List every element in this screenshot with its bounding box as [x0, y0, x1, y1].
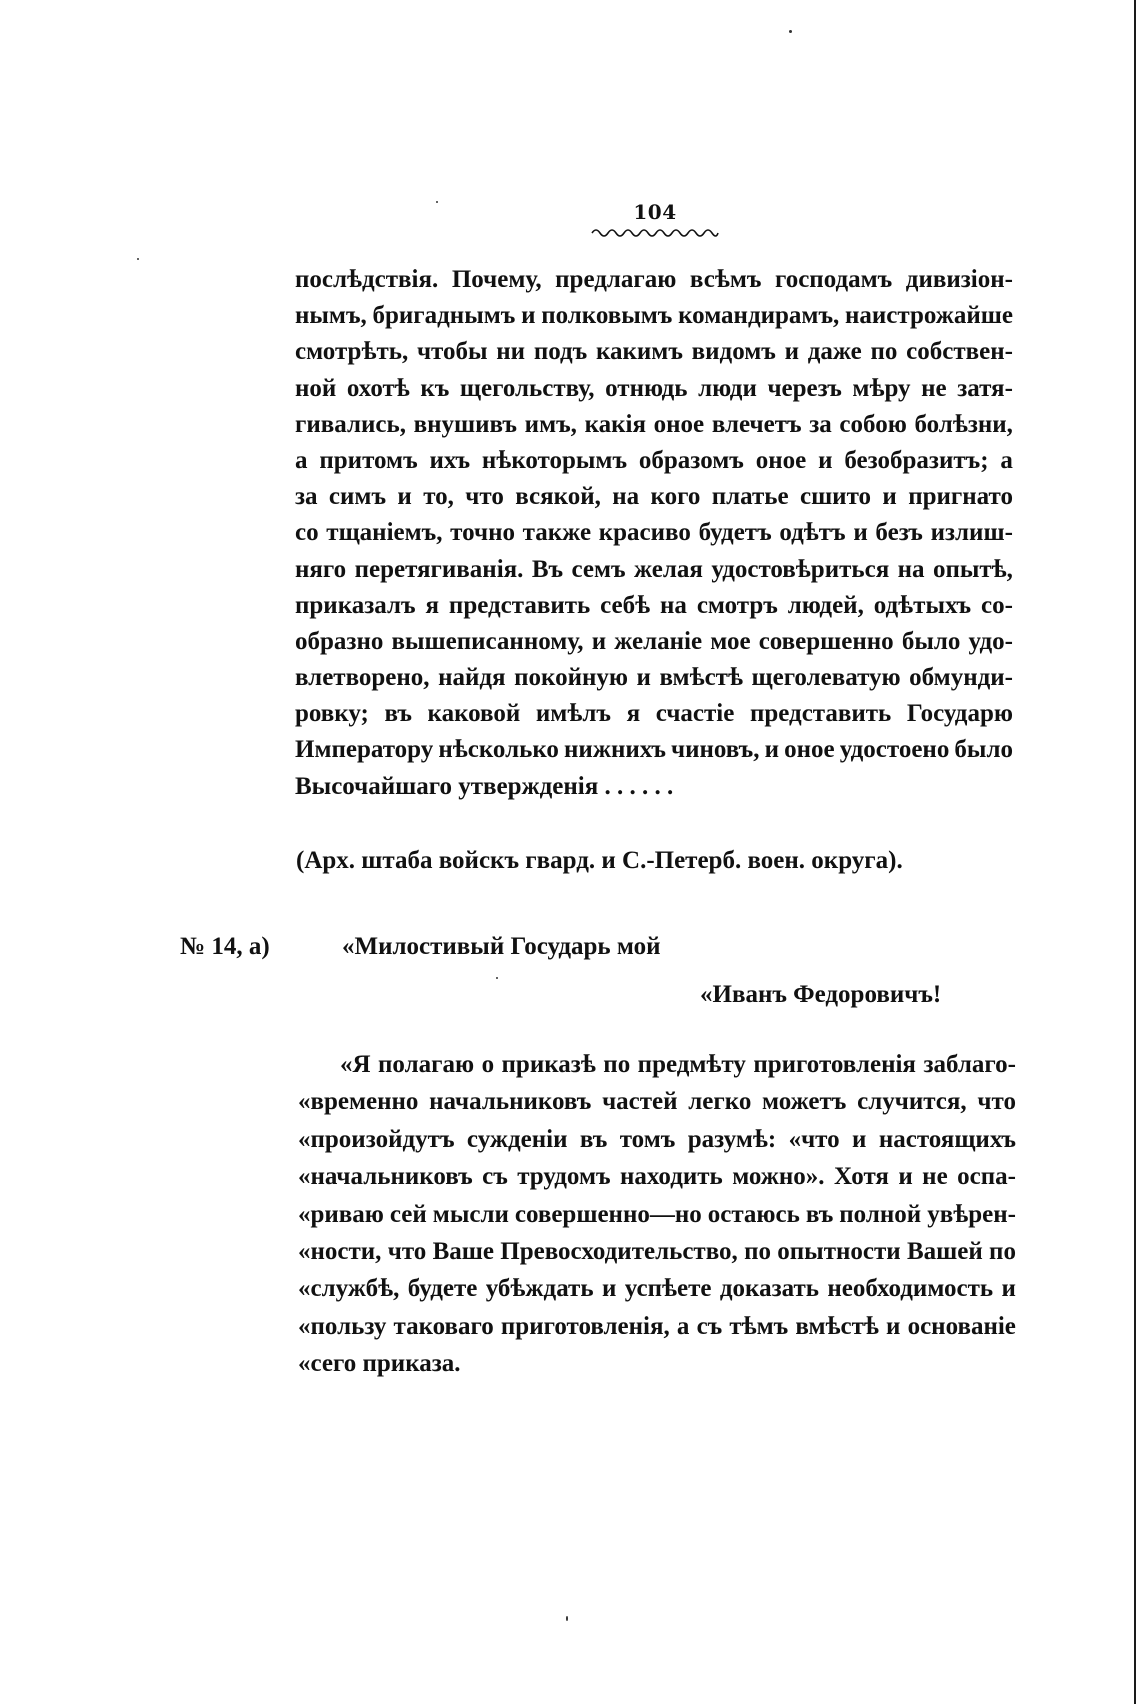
word: оспа- [957, 1163, 1016, 1191]
scan-speck [137, 258, 139, 260]
word: бригаднымъ [372, 302, 516, 330]
word: одѣтыхъ [873, 591, 972, 619]
word: дивизіон- [905, 266, 1013, 293]
text-line [295, 515, 1013, 551]
word: болѣзни, [914, 410, 1013, 438]
word: и [818, 446, 833, 474]
text-line [295, 371, 1013, 407]
word: ни [496, 338, 526, 366]
word: командирамъ, [678, 302, 840, 330]
word: въ [579, 1125, 608, 1153]
word: было [954, 736, 1013, 764]
word: «Я [340, 1051, 371, 1078]
word: о [481, 1051, 495, 1078]
word: наистрожайше [844, 302, 1013, 330]
word: настоящихъ [878, 1125, 1016, 1153]
word: представить [749, 700, 892, 728]
word: затя- [957, 374, 1013, 402]
scan-speck [789, 30, 792, 33]
word: предмѣту [637, 1051, 746, 1078]
text-line [295, 769, 1013, 805]
word: опытности [777, 1237, 901, 1265]
word: одѣтъ [779, 519, 846, 547]
word: и [784, 338, 799, 366]
word: ихъ [429, 446, 471, 474]
word: господамъ [774, 266, 893, 293]
word: оное [784, 736, 835, 764]
text-line [298, 1158, 1016, 1195]
word: на [612, 483, 640, 511]
word: счастіе [655, 700, 735, 728]
word: то, [423, 483, 454, 511]
word: чиновъ, [671, 736, 760, 764]
wavy-ornament [590, 224, 720, 238]
word: щеголеватую [751, 664, 901, 692]
word: томъ [619, 1125, 676, 1153]
word: «ности, [298, 1237, 382, 1265]
word: доказать [719, 1275, 819, 1303]
word: образно [295, 627, 384, 655]
word: Высочайшаго утвержденія . . . . . . [295, 772, 674, 800]
word: кого [650, 483, 701, 511]
word: Государю [906, 700, 1013, 728]
word: не [922, 1163, 948, 1191]
text-line [298, 1345, 1016, 1382]
word: оное [755, 446, 807, 474]
word: съ [696, 1312, 723, 1340]
word: людей, [787, 591, 864, 619]
word: перетягиванія. [354, 555, 524, 583]
word: основаніе [907, 1312, 1016, 1340]
word: чтобы [416, 338, 488, 366]
text-line [295, 660, 1013, 696]
scan-speck [436, 201, 438, 203]
word: также [522, 519, 592, 547]
word: успѣете [624, 1275, 712, 1303]
word: убѣждать [485, 1275, 594, 1303]
word: симъ [328, 483, 387, 511]
word: влетворено, [295, 664, 430, 692]
word: найдя [438, 664, 506, 692]
body-paragraph [295, 262, 1013, 805]
word: за [295, 483, 318, 511]
word: и [591, 627, 607, 655]
word: совершенно—но [514, 1200, 702, 1228]
word: къ [420, 374, 450, 402]
word: «начальниковъ [298, 1163, 473, 1191]
text-line [298, 1308, 1016, 1345]
word: и [882, 483, 897, 511]
word: сужденіи [466, 1125, 568, 1153]
word: на [660, 591, 687, 619]
text-line [295, 298, 1013, 334]
word: со- [980, 591, 1013, 619]
word: Почему, [451, 266, 542, 293]
word: что [465, 483, 504, 511]
word: вышеписанному, [391, 627, 584, 655]
word: люди [698, 374, 757, 402]
word: и [521, 302, 536, 330]
word: всякой, [515, 483, 601, 511]
word: вмѣстѣ [795, 1312, 879, 1340]
word: нижнихъ [564, 736, 666, 764]
word: по [603, 1051, 631, 1078]
word: удостовѣриться [711, 555, 890, 583]
word: щегольству, [459, 374, 595, 402]
word: нѣсколько [438, 736, 559, 764]
word: красиво [598, 519, 691, 547]
word: «произойдутъ [298, 1125, 455, 1153]
word: сей [389, 1200, 427, 1228]
word: было [901, 627, 961, 655]
word: образомъ [638, 446, 744, 474]
word: обмунди- [909, 664, 1013, 692]
letter-paragraph [298, 1046, 1016, 1383]
word: влечетъ [711, 410, 802, 438]
word: приказалъ [295, 591, 416, 619]
word: тѣмъ [729, 1312, 789, 1340]
word: а [295, 446, 308, 474]
word: предлагаю [555, 266, 677, 293]
word: можетъ [762, 1088, 847, 1116]
word: Императору [295, 736, 434, 764]
word: Превосходительство, [500, 1237, 738, 1265]
word: оное [653, 410, 705, 438]
word: «сего приказа. [298, 1350, 461, 1378]
word: Въ [531, 555, 564, 583]
word: приказѣ [501, 1051, 596, 1078]
word: точно [450, 519, 515, 547]
word: Ваше [432, 1237, 494, 1265]
word: и [898, 1163, 913, 1191]
word: и [601, 1275, 617, 1303]
word: смотрѣть, [295, 338, 409, 366]
text-line [298, 1121, 1016, 1158]
word: удостоено [839, 736, 950, 764]
text-line [295, 407, 1013, 443]
word: ной [295, 374, 337, 402]
word: по [989, 1237, 1016, 1265]
word: увѣрен- [927, 1200, 1016, 1228]
scan-edge-line [1134, 0, 1136, 1704]
word: приготовленія [753, 1051, 916, 1078]
word: частей [602, 1088, 678, 1116]
word: имъ, [524, 410, 577, 438]
text-line [295, 552, 1013, 588]
word: необходимость [827, 1275, 994, 1303]
word: внушивъ [413, 410, 518, 438]
word: по [870, 338, 898, 366]
word: Вашей [906, 1237, 983, 1265]
word: находить [619, 1163, 723, 1191]
word: со [295, 519, 319, 547]
word: и [636, 664, 651, 692]
word: нымъ, [295, 302, 367, 330]
word: Хотя [833, 1163, 889, 1191]
word: а [676, 1312, 690, 1340]
word: послѣдствія. [295, 266, 439, 293]
word: охотѣ [346, 374, 410, 402]
word: «службѣ, [298, 1275, 400, 1303]
word: «риваю [298, 1200, 384, 1228]
word: себѣ [600, 591, 651, 619]
word: будетъ [698, 519, 772, 547]
word: семъ [571, 555, 626, 583]
word: полковымъ [541, 302, 673, 330]
word: что [977, 1088, 1016, 1116]
text-line [295, 696, 1013, 732]
word: таковаго [393, 1312, 494, 1340]
word: и [886, 1312, 901, 1340]
word: мѣру [852, 374, 911, 402]
word: я [626, 700, 641, 728]
scan-speck [566, 1616, 568, 1621]
text-line [298, 1046, 1016, 1083]
word: покойную [514, 664, 629, 692]
word: пригнато [908, 483, 1013, 511]
word: желая [633, 555, 703, 583]
text-line [295, 262, 1013, 298]
word: какимъ [595, 338, 683, 366]
word: видомъ [691, 338, 776, 366]
text-line [298, 1270, 1016, 1307]
text-line [298, 1083, 1016, 1120]
scan-speck [496, 977, 498, 979]
word: вмѣстѣ [659, 664, 743, 692]
word: «пользу [298, 1312, 387, 1340]
word: съ [482, 1163, 508, 1191]
text-line [295, 732, 1013, 768]
word: сшито [799, 483, 872, 511]
word: желаніе [614, 627, 703, 655]
word: на [897, 555, 925, 583]
word: я [425, 591, 440, 619]
word: каковой [427, 700, 521, 728]
word: совершенно [758, 627, 894, 655]
word: няго [295, 555, 347, 583]
word: будете [407, 1275, 478, 1303]
text-line [298, 1196, 1016, 1233]
word: разумѣ: [687, 1125, 777, 1153]
word: имѣлъ [535, 700, 611, 728]
word: трудомъ [517, 1163, 611, 1191]
word: платье [711, 483, 789, 511]
word: и [853, 519, 868, 547]
word: мысли [432, 1200, 509, 1228]
word: мое [710, 627, 751, 655]
page-number: 104 [633, 200, 677, 224]
word: всѣмъ [689, 266, 762, 293]
word: начальниковъ [429, 1088, 592, 1116]
word: представить [448, 591, 591, 619]
word: «временно [298, 1088, 419, 1116]
word: что [387, 1237, 427, 1265]
word: и [764, 736, 779, 764]
word: случится, [857, 1088, 967, 1116]
word: и [397, 483, 412, 511]
word: не [921, 374, 947, 402]
word: безобразитъ; [844, 446, 989, 474]
word: даже [807, 338, 862, 366]
word: заблаго- [923, 1051, 1016, 1078]
word: въ [805, 1200, 834, 1228]
word: можно». [732, 1163, 825, 1191]
word: смотръ [696, 591, 778, 619]
word: отнюдь [605, 374, 688, 402]
word: приготовленія, [500, 1312, 670, 1340]
archive-reference: (Арх. штаба войскъ гвард. и С.-Петерб. воен. округа). [296, 847, 903, 874]
word: въ [384, 700, 412, 728]
word: подъ [533, 338, 588, 366]
word: и [1001, 1275, 1016, 1303]
word: а [1000, 446, 1013, 474]
text-line [295, 443, 1013, 479]
word: легко [688, 1088, 752, 1116]
word: гивались, [295, 410, 406, 438]
text-line [295, 588, 1013, 624]
word: полагаю [378, 1051, 475, 1078]
word: по [744, 1237, 771, 1265]
document-number: № 14, а) [180, 933, 270, 960]
text-line [298, 1233, 1016, 1270]
word: излиш- [930, 519, 1013, 547]
word: тщаніемъ, [326, 519, 443, 547]
salutation-line-2: «Иванъ Федоровичъ! [700, 981, 942, 1008]
word: удо- [968, 627, 1013, 655]
word: безъ [875, 519, 923, 547]
word: собствен- [906, 338, 1013, 366]
word: черезъ [767, 374, 842, 402]
word: ровку; [295, 700, 369, 728]
text-line [295, 334, 1013, 370]
word: нѣкоторымъ [481, 446, 628, 474]
word: за [809, 410, 832, 438]
text-line [295, 624, 1013, 660]
word: остаюсь [707, 1200, 800, 1228]
word: полной [839, 1200, 922, 1228]
word: опытѣ, [932, 555, 1013, 583]
word: и [852, 1125, 867, 1153]
salutation-line-1: «Милостивый Государь мой [342, 933, 661, 960]
word: притомъ [319, 446, 418, 474]
word: «что [788, 1125, 840, 1153]
word: какія [584, 410, 646, 438]
word: собою [839, 410, 907, 438]
text-line [295, 479, 1013, 515]
